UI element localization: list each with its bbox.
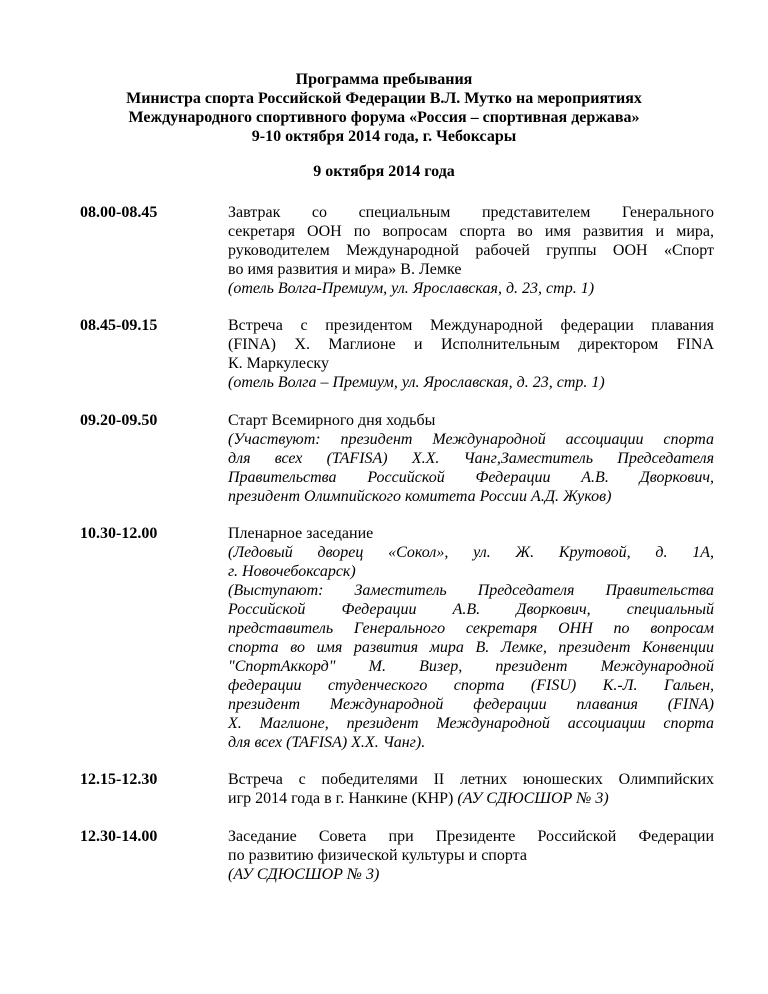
description-line: К. Маркулеску	[228, 355, 329, 372]
participants-line: Правительства Российской Федерации А.В. Дворкович,	[228, 469, 714, 486]
speakers-line: президент Международной федерации плавания (FINA)	[228, 696, 714, 713]
participants-line: президент Олимпийского комитета России А.Д. Жуков)	[228, 488, 612, 505]
header-subtitle-forum: Международного спортивного форума «Россия – спортивная держава»	[128, 109, 640, 126]
schedule-time: 08.45-09.15	[80, 317, 158, 334]
description-line	[228, 789, 714, 808]
schedule-time: 12.15-12.30	[80, 771, 158, 788]
header-title: Программа пребывания	[295, 71, 473, 88]
schedule-description	[228, 524, 714, 752]
description-text: игр 2014 года в г. Нанкине (КНР)	[228, 790, 458, 807]
speakers-line: спорта во имя развития мира В. Лемке, президент Конвенции	[228, 639, 714, 656]
participants-line: (Участвуют: президент Международной ассоциации спорта	[228, 431, 714, 448]
description-line: Старт Всемирного дня ходьбы	[228, 412, 436, 429]
description-line: секретаря ООН по вопросам спорта во имя развития и мира,	[228, 223, 714, 240]
location-line: г. Новочебоксарск)	[228, 563, 356, 580]
schedule-time: 09.20-09.50	[80, 412, 158, 429]
description-line: Встреча с победителями II летних юношеских Олимпийских	[228, 771, 714, 788]
speakers-line: федерации студенческого спорта (FISU) К.-Л. Гальен,	[228, 677, 714, 694]
location-line: (отель Волга – Премиум, ул. Ярославская, д. 23, стр. 1)	[228, 374, 605, 391]
header-subtitle-minister: Министра спорта Российской Федерации В.Л. Мутко на мероприятиях	[126, 90, 642, 107]
schedule-time: 08.00-08.45	[80, 204, 158, 221]
schedule-description	[228, 827, 714, 884]
speakers-line: для всех (TAFISA) Х.Х. Чанг).	[228, 734, 426, 751]
schedule-description	[228, 316, 714, 392]
schedule-description	[228, 770, 714, 808]
day-title: 9 октября 2014 года	[313, 163, 455, 180]
location-line: (Ледовый дворец «Сокол», ул. Ж. Крутовой, д. 1А,	[228, 544, 714, 561]
document-header	[0, 70, 768, 146]
location-line: (отель Волга-Премиум, ул. Ярославская, д. 23, стр. 1)	[228, 280, 595, 297]
location-text: (АУ СДЮСШОР № 3)	[457, 790, 609, 807]
description-line: во имя развития и мира» В. Лемке	[228, 261, 462, 278]
description-line: по развитию физической культуры и спорта	[228, 847, 527, 864]
speakers-line: (Выступают: Заместитель Председателя Правительства	[228, 582, 714, 599]
description-line: (FINA) Х. Маглионе и Исполнительным директором FINA	[228, 336, 714, 353]
speakers-line: "СпортАккорд" М. Визер, президент Международной	[228, 658, 714, 675]
description-line: Завтрак со специальным представителем Генерального	[228, 204, 714, 221]
description-line: Пленарное заседание	[228, 525, 374, 542]
header-date-place: 9-10 октября 2014 года, г. Чебоксары	[251, 128, 517, 145]
participants-line: для всех (TAFISA) Х.Х. Чанг,Заместитель Председателя	[228, 450, 714, 467]
description-line: руководителем Международной рабочей группы ООН «Спорт	[228, 242, 714, 259]
speakers-line: Х. Маглионе, президент Международной ассоциации спорта	[228, 715, 714, 732]
speakers-line: представитель Генерального секретаря ОНН по вопросам	[228, 620, 714, 637]
schedule-description	[228, 203, 714, 298]
description-line: Заседание Совета при Президенте Российской Федерации	[228, 828, 714, 845]
schedule-time: 10.30-12.00	[80, 525, 158, 542]
description-line: Встреча с президентом Международной федерации плавания	[228, 317, 714, 334]
schedule-time: 12.30-14.00	[80, 828, 158, 845]
speakers-line: Российской Федерации А.В. Дворкович, специальный	[228, 601, 714, 618]
location-line: (АУ СДЮСШОР № 3)	[228, 866, 380, 883]
schedule-description	[228, 411, 714, 506]
